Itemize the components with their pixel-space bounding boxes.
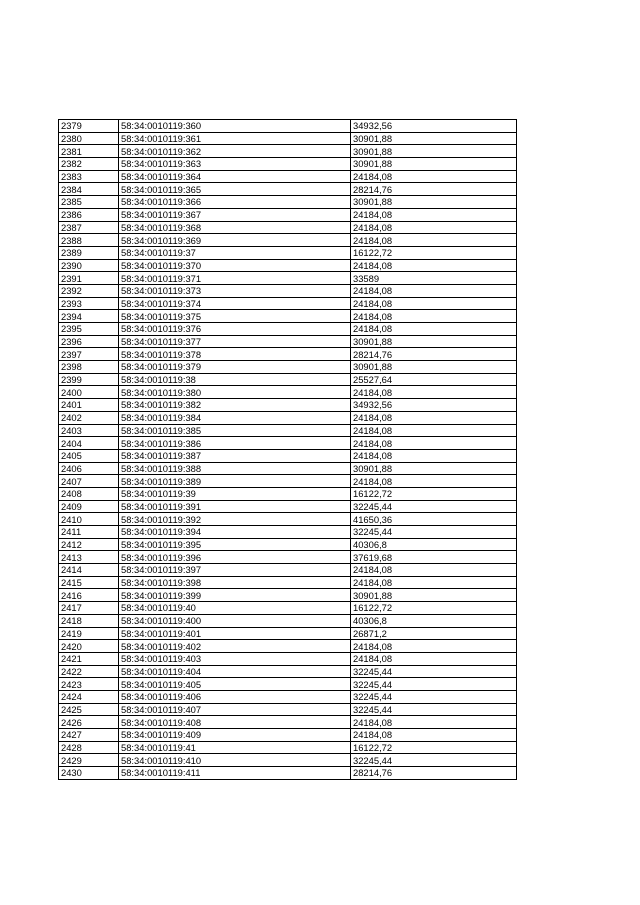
cadastral-number-cell: 58:34:0010119:370: [119, 259, 351, 272]
value-cell: 24184,08: [351, 576, 517, 589]
cadastral-number-cell: 58:34:0010119:386: [119, 437, 351, 450]
table-row: [59, 767, 517, 780]
cadastral-number-cell: 58:34:0010119:403: [119, 652, 351, 665]
table-row: [59, 297, 517, 310]
value-cell: 30901,88: [351, 145, 517, 158]
table-row: [59, 449, 517, 462]
value-cell: 24184,08: [351, 475, 517, 488]
table-row: [59, 120, 517, 133]
value-cell: 26871,2: [351, 627, 517, 640]
cadastral-number-cell: 58:34:0010119:379: [119, 361, 351, 374]
value-cell: 24184,08: [351, 652, 517, 665]
cadastral-number-cell: 58:34:0010119:389: [119, 475, 351, 488]
value-cell: 40306,8: [351, 538, 517, 551]
cadastral-number-cell: 58:34:0010119:362: [119, 145, 351, 158]
value-cell: 41650,36: [351, 513, 517, 526]
value-cell: 16122,72: [351, 741, 517, 754]
cadastral-number-cell: 58:34:0010119:407: [119, 703, 351, 716]
table-row: [59, 690, 517, 703]
value-cell: 24184,08: [351, 310, 517, 323]
table-row: [59, 335, 517, 348]
row-number-cell: 2380: [59, 132, 119, 145]
row-number-cell: 2417: [59, 602, 119, 615]
value-cell: 16122,72: [351, 487, 517, 500]
table-row: [59, 259, 517, 272]
table-row: [59, 386, 517, 399]
value-cell: 37619,68: [351, 551, 517, 564]
row-number-cell: 2391: [59, 272, 119, 285]
value-cell: 24184,08: [351, 284, 517, 297]
cadastral-number-cell: 58:34:0010119:391: [119, 500, 351, 513]
value-cell: 32245,44: [351, 703, 517, 716]
cadastral-number-cell: 58:34:0010119:402: [119, 640, 351, 653]
value-cell: 32245,44: [351, 754, 517, 767]
value-cell: 32245,44: [351, 665, 517, 678]
table-row: [59, 678, 517, 691]
cadastral-number-cell: 58:34:0010119:397: [119, 564, 351, 577]
value-cell: 32245,44: [351, 690, 517, 703]
row-number-cell: 2426: [59, 716, 119, 729]
row-number-cell: 2411: [59, 526, 119, 539]
value-cell: 24184,08: [351, 259, 517, 272]
row-number-cell: 2384: [59, 183, 119, 196]
value-cell: 25527,64: [351, 373, 517, 386]
table-row: [59, 526, 517, 539]
cadastral-number-cell: 58:34:0010119:384: [119, 411, 351, 424]
table-row: [59, 437, 517, 450]
value-cell: 30901,88: [351, 132, 517, 145]
value-cell: 16122,72: [351, 602, 517, 615]
table-row: [59, 323, 517, 336]
row-number-cell: 2412: [59, 538, 119, 551]
cadastral-number-cell: 58:34:0010119:406: [119, 690, 351, 703]
table-row: [59, 246, 517, 259]
cadastral-number-cell: 58:34:0010119:395: [119, 538, 351, 551]
table-row: [59, 627, 517, 640]
row-number-cell: 2408: [59, 487, 119, 500]
cadastral-number-cell: 58:34:0010119:368: [119, 221, 351, 234]
row-number-cell: 2399: [59, 373, 119, 386]
value-cell: 33589: [351, 272, 517, 285]
table-row: [59, 132, 517, 145]
value-cell: 32245,44: [351, 678, 517, 691]
cadastral-number-cell: 58:34:0010119:363: [119, 158, 351, 171]
row-number-cell: 2379: [59, 120, 119, 133]
table-row: [59, 196, 517, 209]
value-cell: 30901,88: [351, 335, 517, 348]
cadastral-number-cell: 58:34:0010119:40: [119, 602, 351, 615]
row-number-cell: 2422: [59, 665, 119, 678]
cadastral-number-cell: 58:34:0010119:404: [119, 665, 351, 678]
value-cell: 24184,08: [351, 411, 517, 424]
cadastral-number-cell: 58:34:0010119:365: [119, 183, 351, 196]
table-row: [59, 564, 517, 577]
table-row: [59, 754, 517, 767]
row-number-cell: 2405: [59, 449, 119, 462]
value-cell: 24184,08: [351, 716, 517, 729]
row-number-cell: 2403: [59, 424, 119, 437]
table-row: [59, 475, 517, 488]
row-number-cell: 2413: [59, 551, 119, 564]
value-cell: 24184,08: [351, 323, 517, 336]
value-cell: 40306,8: [351, 614, 517, 627]
row-number-cell: 2394: [59, 310, 119, 323]
cadastral-number-cell: 58:34:0010119:409: [119, 729, 351, 742]
cadastral-number-cell: 58:34:0010119:405: [119, 678, 351, 691]
row-number-cell: 2402: [59, 411, 119, 424]
cadastral-number-cell: 58:34:0010119:411: [119, 767, 351, 780]
value-cell: 24184,08: [351, 437, 517, 450]
table-row: [59, 500, 517, 513]
table-row: [59, 538, 517, 551]
cadastral-number-cell: 58:34:0010119:39: [119, 487, 351, 500]
table-row: [59, 576, 517, 589]
row-number-cell: 2388: [59, 234, 119, 247]
cadastral-number-cell: 58:34:0010119:364: [119, 170, 351, 183]
value-cell: 34932,56: [351, 120, 517, 133]
cadastral-number-cell: 58:34:0010119:367: [119, 208, 351, 221]
row-number-cell: 2423: [59, 678, 119, 691]
table-row: [59, 741, 517, 754]
value-cell: 16122,72: [351, 246, 517, 259]
value-cell: 30901,88: [351, 158, 517, 171]
table-row: [59, 665, 517, 678]
row-number-cell: 2398: [59, 361, 119, 374]
row-number-cell: 2386: [59, 208, 119, 221]
value-cell: 30901,88: [351, 462, 517, 475]
row-number-cell: 2406: [59, 462, 119, 475]
cadastral-number-cell: 58:34:0010119:385: [119, 424, 351, 437]
row-number-cell: 2383: [59, 170, 119, 183]
row-number-cell: 2420: [59, 640, 119, 653]
row-number-cell: 2428: [59, 741, 119, 754]
table-row: [59, 614, 517, 627]
value-cell: 28214,76: [351, 348, 517, 361]
table-row: [59, 703, 517, 716]
row-number-cell: 2395: [59, 323, 119, 336]
table-row: [59, 589, 517, 602]
value-cell: 28214,76: [351, 767, 517, 780]
row-number-cell: 2424: [59, 690, 119, 703]
cadastral-number-cell: 58:34:0010119:375: [119, 310, 351, 323]
table-row: [59, 716, 517, 729]
row-number-cell: 2392: [59, 284, 119, 297]
cadastral-number-cell: 58:34:0010119:371: [119, 272, 351, 285]
row-number-cell: 2416: [59, 589, 119, 602]
value-cell: 24184,08: [351, 386, 517, 399]
cadastral-number-cell: 58:34:0010119:396: [119, 551, 351, 564]
row-number-cell: 2418: [59, 614, 119, 627]
value-cell: 28214,76: [351, 183, 517, 196]
row-number-cell: 2393: [59, 297, 119, 310]
row-number-cell: 2425: [59, 703, 119, 716]
cadastral-number-cell: 58:34:0010119:408: [119, 716, 351, 729]
row-number-cell: 2397: [59, 348, 119, 361]
table-row: [59, 158, 517, 171]
row-number-cell: 2430: [59, 767, 119, 780]
cadastral-number-cell: 58:34:0010119:400: [119, 614, 351, 627]
row-number-cell: 2400: [59, 386, 119, 399]
table-row: [59, 729, 517, 742]
row-number-cell: 2396: [59, 335, 119, 348]
table-row: [59, 424, 517, 437]
table-row: [59, 208, 517, 221]
row-number-cell: 2415: [59, 576, 119, 589]
table-row: [59, 234, 517, 247]
value-cell: 30901,88: [351, 589, 517, 602]
row-number-cell: 2409: [59, 500, 119, 513]
value-cell: 24184,08: [351, 170, 517, 183]
cadastral-number-cell: 58:34:0010119:401: [119, 627, 351, 640]
row-number-cell: 2419: [59, 627, 119, 640]
cadastral-number-cell: 58:34:0010119:394: [119, 526, 351, 539]
cadastral-number-cell: 58:34:0010119:373: [119, 284, 351, 297]
cadastral-number-cell: 58:34:0010119:398: [119, 576, 351, 589]
row-number-cell: 2410: [59, 513, 119, 526]
table-row: [59, 373, 517, 386]
cadastral-number-cell: 58:34:0010119:376: [119, 323, 351, 336]
value-cell: 32245,44: [351, 500, 517, 513]
row-number-cell: 2404: [59, 437, 119, 450]
cadastral-number-cell: 58:34:0010119:360: [119, 120, 351, 133]
cadastral-number-cell: 58:34:0010119:366: [119, 196, 351, 209]
row-number-cell: 2381: [59, 145, 119, 158]
cadastral-number-cell: 58:34:0010119:374: [119, 297, 351, 310]
value-cell: 24184,08: [351, 208, 517, 221]
table-row: [59, 513, 517, 526]
cadastral-number-cell: 58:34:0010119:361: [119, 132, 351, 145]
value-cell: 32245,44: [351, 526, 517, 539]
value-cell: 30901,88: [351, 361, 517, 374]
table-row: [59, 487, 517, 500]
table-row: [59, 170, 517, 183]
table-row: [59, 602, 517, 615]
cadastral-number-cell: 58:34:0010119:41: [119, 741, 351, 754]
row-number-cell: 2421: [59, 652, 119, 665]
cadastral-number-cell: 58:34:0010119:392: [119, 513, 351, 526]
cadastral-number-cell: 58:34:0010119:382: [119, 399, 351, 412]
value-cell: 30901,88: [351, 196, 517, 209]
value-cell: 24184,08: [351, 640, 517, 653]
cadastral-number-cell: 58:34:0010119:37: [119, 246, 351, 259]
table-row: [59, 462, 517, 475]
table-row: [59, 272, 517, 285]
cadastral-number-cell: 58:34:0010119:399: [119, 589, 351, 602]
value-cell: 24184,08: [351, 221, 517, 234]
cadastral-number-cell: 58:34:0010119:369: [119, 234, 351, 247]
table-row: [59, 145, 517, 158]
value-cell: 24184,08: [351, 449, 517, 462]
value-cell: 24184,08: [351, 424, 517, 437]
value-cell: 24184,08: [351, 297, 517, 310]
cadastral-number-cell: 58:34:0010119:388: [119, 462, 351, 475]
cadastral-number-cell: 58:34:0010119:38: [119, 373, 351, 386]
value-cell: 34932,56: [351, 399, 517, 412]
row-number-cell: 2387: [59, 221, 119, 234]
cadastral-number-cell: 58:34:0010119:410: [119, 754, 351, 767]
table-row: [59, 551, 517, 564]
table-row: [59, 183, 517, 196]
table-row: [59, 411, 517, 424]
table-row: [59, 221, 517, 234]
table-body: [59, 120, 517, 780]
table-row: [59, 640, 517, 653]
cadastral-number-cell: 58:34:0010119:377: [119, 335, 351, 348]
data-table: [58, 119, 517, 780]
value-cell: 24184,08: [351, 564, 517, 577]
row-number-cell: 2414: [59, 564, 119, 577]
value-cell: 24184,08: [351, 729, 517, 742]
row-number-cell: 2427: [59, 729, 119, 742]
table-row: [59, 399, 517, 412]
row-number-cell: 2390: [59, 259, 119, 272]
row-number-cell: 2389: [59, 246, 119, 259]
table-row: [59, 310, 517, 323]
table-row: [59, 348, 517, 361]
cadastral-number-cell: 58:34:0010119:378: [119, 348, 351, 361]
row-number-cell: 2382: [59, 158, 119, 171]
table-row: [59, 361, 517, 374]
value-cell: 24184,08: [351, 234, 517, 247]
row-number-cell: 2401: [59, 399, 119, 412]
row-number-cell: 2407: [59, 475, 119, 488]
cadastral-number-cell: 58:34:0010119:387: [119, 449, 351, 462]
table-row: [59, 284, 517, 297]
cadastral-number-cell: 58:34:0010119:380: [119, 386, 351, 399]
row-number-cell: 2385: [59, 196, 119, 209]
row-number-cell: 2429: [59, 754, 119, 767]
table-row: [59, 652, 517, 665]
